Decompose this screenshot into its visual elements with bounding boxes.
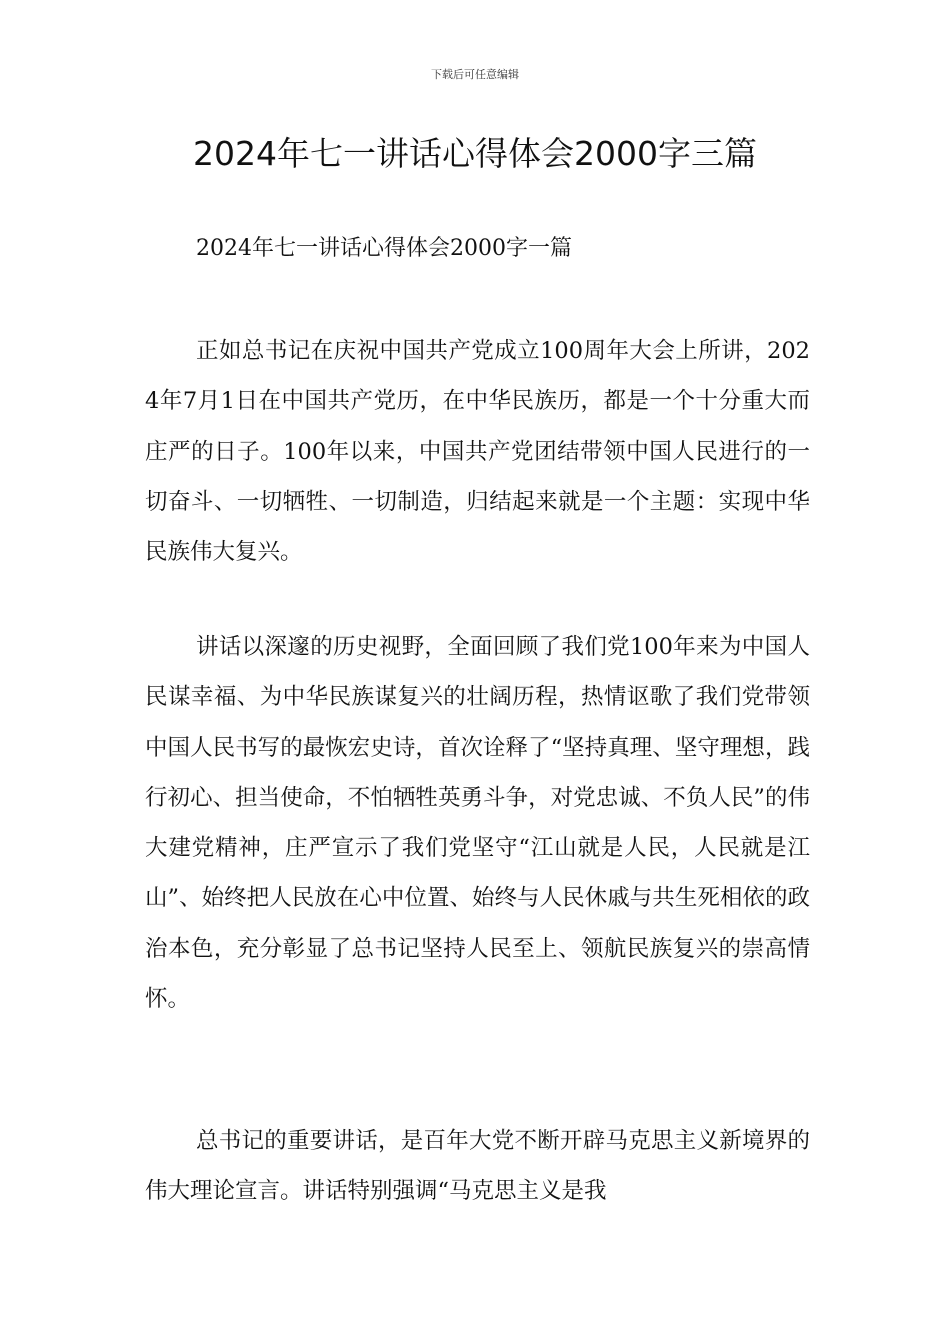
body-paragraph: 总书记的重要讲话，是百年大党不断开辟马克思主义新境界的伟大理论宣言。讲话特别强调“马克思主义是我 xyxy=(145,1128,810,1205)
header-note: 下载后可任意编辑 xyxy=(431,68,519,81)
body-paragraph: 讲话以深邃的历史视野，全面回顾了我们党100年来为中国人民谋幸福、为中华民族谋复兴的壮阔历程，热情讴歌了我们党带领中国人民书写的最恢宏史诗，首次诠释了“坚持真理、坚守理想，践行初心、担当使命，不怕牺牲英勇斗争，对党忠诚、不负人民”的伟大建党精神，庄严宣示了我们党坚守“江山就是人民，人民就是江山”、始终把人民放在心中位置、始终与人民休戚与共生死相依的政治本色，充分彰显了总书记坚持人民至上、领航民族复兴的崇高情怀。 xyxy=(145,634,810,1013)
section-subtitle: 2024年七一讲话心得体会2000字一篇 xyxy=(196,236,572,261)
document-title: 2024年七一讲话心得体会2000字三篇 xyxy=(193,134,757,173)
body-paragraph: 正如总书记在庆祝中国共产党成立100周年大会上所讲，2024年7月1日在中国共产党历，在中华民族历，都是一个十分重大而庄严的日子。100年以来，中国共产党团结带领中国人民进行的一切奋斗、一切牺牲、一切制造，归结起来就是一个主题：实现中华民族伟大复兴。 xyxy=(145,338,810,566)
